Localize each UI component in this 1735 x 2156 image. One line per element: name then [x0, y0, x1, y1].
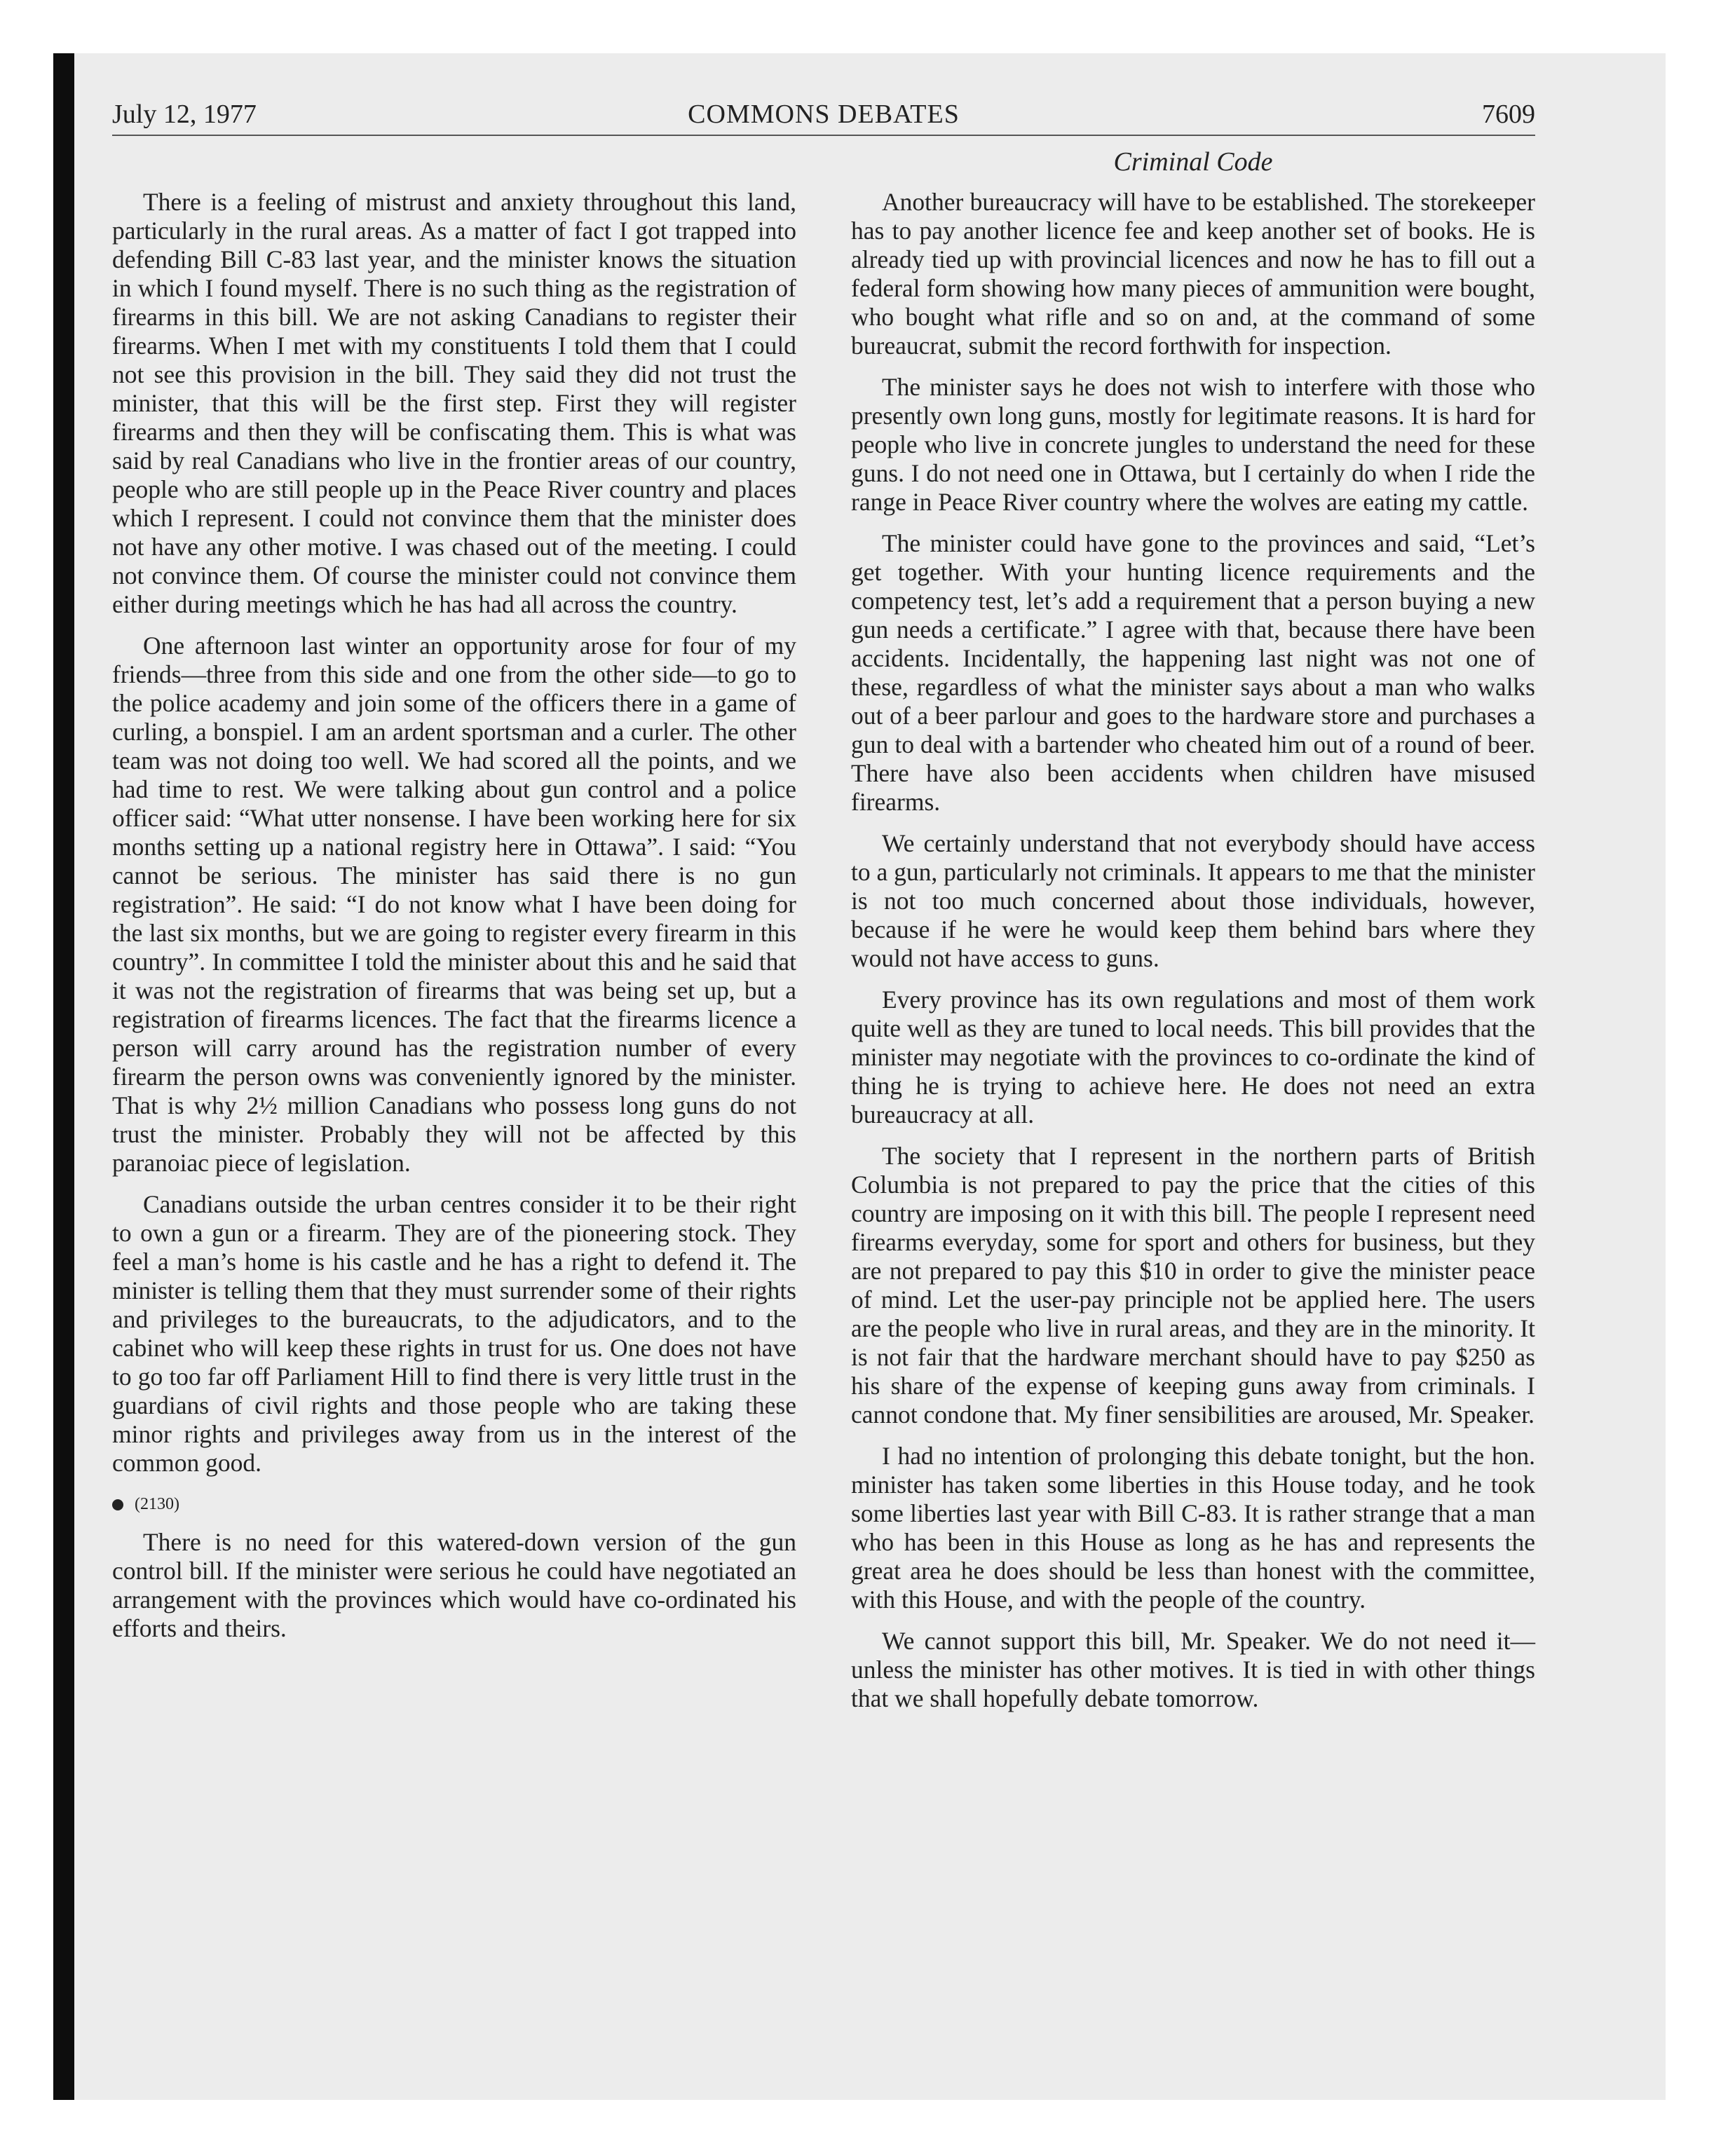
page-header: [112, 97, 1535, 132]
left-paragraph: There is no need for this watered-down version of the gun control bill. If the minister were serious he could have negotiated an arrangement with the provinces which would have co-ordinated his efforts and theirs.: [112, 1528, 796, 1642]
right-paragraph: We cannot support this bill, Mr. Speaker. We do not need it—unless the minister has other motives. It is tied in with other things that we shall hopefully debate tomorrow.: [851, 1627, 1535, 1712]
binding-edge: [53, 53, 74, 2100]
right-paragraph: The minister says he does not wish to interfere with those who presently own long guns, mostly for legitimate reasons. It is hard for people who live in concrete jungles to understand the need for these guns. I do not need one in Ottawa, but I certainly do when I ride the range in Peace River country where the wolves are eating my cattle.: [851, 373, 1535, 516]
header-page-number: 7609: [1482, 100, 1535, 129]
right-paragraph: The minister could have gone to the provinces and said, “Let’s get together. With your hunting licence requirements and the competency test, let’s add a requirement that a person buying a new gun needs a certificate.” I agree with that, because there have been accidents. Incidentally, the happening last night was not one of these, regardless of what the minister says about a man who walks out of a beer parlour and goes to the hardware store and purchases a gun to deal with a bartender who cheated him out of a round of beer. There have also been accidents when children have misused firearms.: [851, 529, 1535, 816]
header-publication: COMMONS DEBATES: [688, 100, 960, 129]
right-paragraph: Every province has its own regulations and most of them work quite well as they are tuned to local needs. This bill provides that the minister may negotiate with the provinces to co-ordinate the kind of thing he is trying to achieve here. He does not need an extra bureaucracy at all.: [851, 985, 1535, 1128]
left-paragraph: There is a feeling of mistrust and anxiety throughout this land, particularly in the rural areas. As a matter of fact I got trapped into defending Bill C-83 last year, and the minister knows the situation in which I found myself. There is no such thing as the registration of firearms in this bill. We are not asking Canadians to register their firearms. When I met with my constituents I told them that I could not see this provision in the bill. They said they did not trust the minister, that this will be the first step. First they will register firearms and then they will be confiscating them. This is what was said by real Canadians who live in the frontier areas of our country, people who are still people up in the Peace River country and places which I represent. I could not convince them that the minister does not have any other motive. I was chased out of the meeting. I could not convince them. Of course the minister could not convince them either during meetings which he has had all across the country.: [112, 188, 796, 618]
header-date: July 12, 1977: [112, 100, 257, 129]
bullet-icon: [112, 1499, 123, 1510]
right-paragraph: Another bureaucracy will have to be established. The storekeeper has to pay another licence fee and keep another set of books. He is already tied up with provincial licences and now he has to fill out a federal form showing how many pieces of ammunition were bought, who bought what rifle and so on and, at the command of some bureaucrat, submit the record forthwith for inspection.: [851, 188, 1535, 360]
time-marker: [112, 1490, 796, 1518]
left-column: [112, 188, 796, 1656]
section-title: Criminal Code: [1113, 147, 1273, 177]
header-rule: [112, 135, 1535, 136]
left-paragraph: One afternoon last winter an opportunity arose for four of my friends—three from this side and one from the other side—to go to the police academy and join some of the officers there in a game of curling, a bonspiel. I am an ardent sportsman and a curler. The other team was not doing too well. We had scored all the points, and we had time to rest. We were talking about gun control and a police officer said: “What utter nonsense. I have been working here for six months setting up a national registry here in Ottawa”. I said: “You cannot be serious. The minister has said there is no gun registration”. He said: “I do not know what I have been doing for the last six months, but we are going to register every firearm in this country”. In committee I told the minister about this and he said that it was not the registration of firearms that was being set up, but a registration of firearms licences. The fact that the firearms licence a person will carry around has the registration number of every firearm the person owns was conveniently ignored by the minister. That is why 2½ million Canadians who possess long guns do not trust the minister. Probably they will not be affected by this paranoiac piece of legislation.: [112, 632, 796, 1177]
right-column: [851, 188, 1535, 1726]
left-paragraph: Canadians outside the urban centres consider it to be their right to own a gun or a firearm. They are of the pioneering stock. They feel a man’s home is his castle and he has a right to defend it. The minister is telling them that they must surrender some of their rights and privileges to the bureaucrats, to the adjudicators, and to the cabinet who will keep these rights in trust for us. One does not have to go too far off Parliament Hill to find there is very little trust in the guardians of civil rights and those people who are taking these minor rights and privileges away from us in the interest of the common good.: [112, 1190, 796, 1477]
time-marker-label: (2130): [135, 1495, 179, 1513]
right-paragraph: We certainly understand that not everybody should have access to a gun, particularly not criminals. It appears to me that the minister is not too much concerned about those individuals, however, because if he were he would keep them behind bars where they would not have access to guns.: [851, 829, 1535, 972]
right-paragraph: I had no intention of prolonging this debate tonight, but the hon. minister has taken some liberties in this House today, and he took some liberties last year with Bill C-83. It is rather strange that a man who has been in this House as long as he has and represents the great area he does should be less than honest with the committee, with this House, and with the people of the country.: [851, 1442, 1535, 1613]
right-paragraph: The society that I represent in the northern parts of British Columbia is not prepared to pay the price that the cities of this country are imposing on it with this bill. The people I represent need firearms everyday, some for sport and others for business, but they are not prepared to pay this $10 in order to give the minister peace of mind. Let the user-pay principle not be applied here. The users are the people who live in rural areas, and they are in the minority. It is not fair that the hardware merchant should have to pay $250 as his share of the expense of keeping guns away from criminals. I cannot condone that. My finer sensibilities are aroused, Mr. Speaker.: [851, 1142, 1535, 1428]
